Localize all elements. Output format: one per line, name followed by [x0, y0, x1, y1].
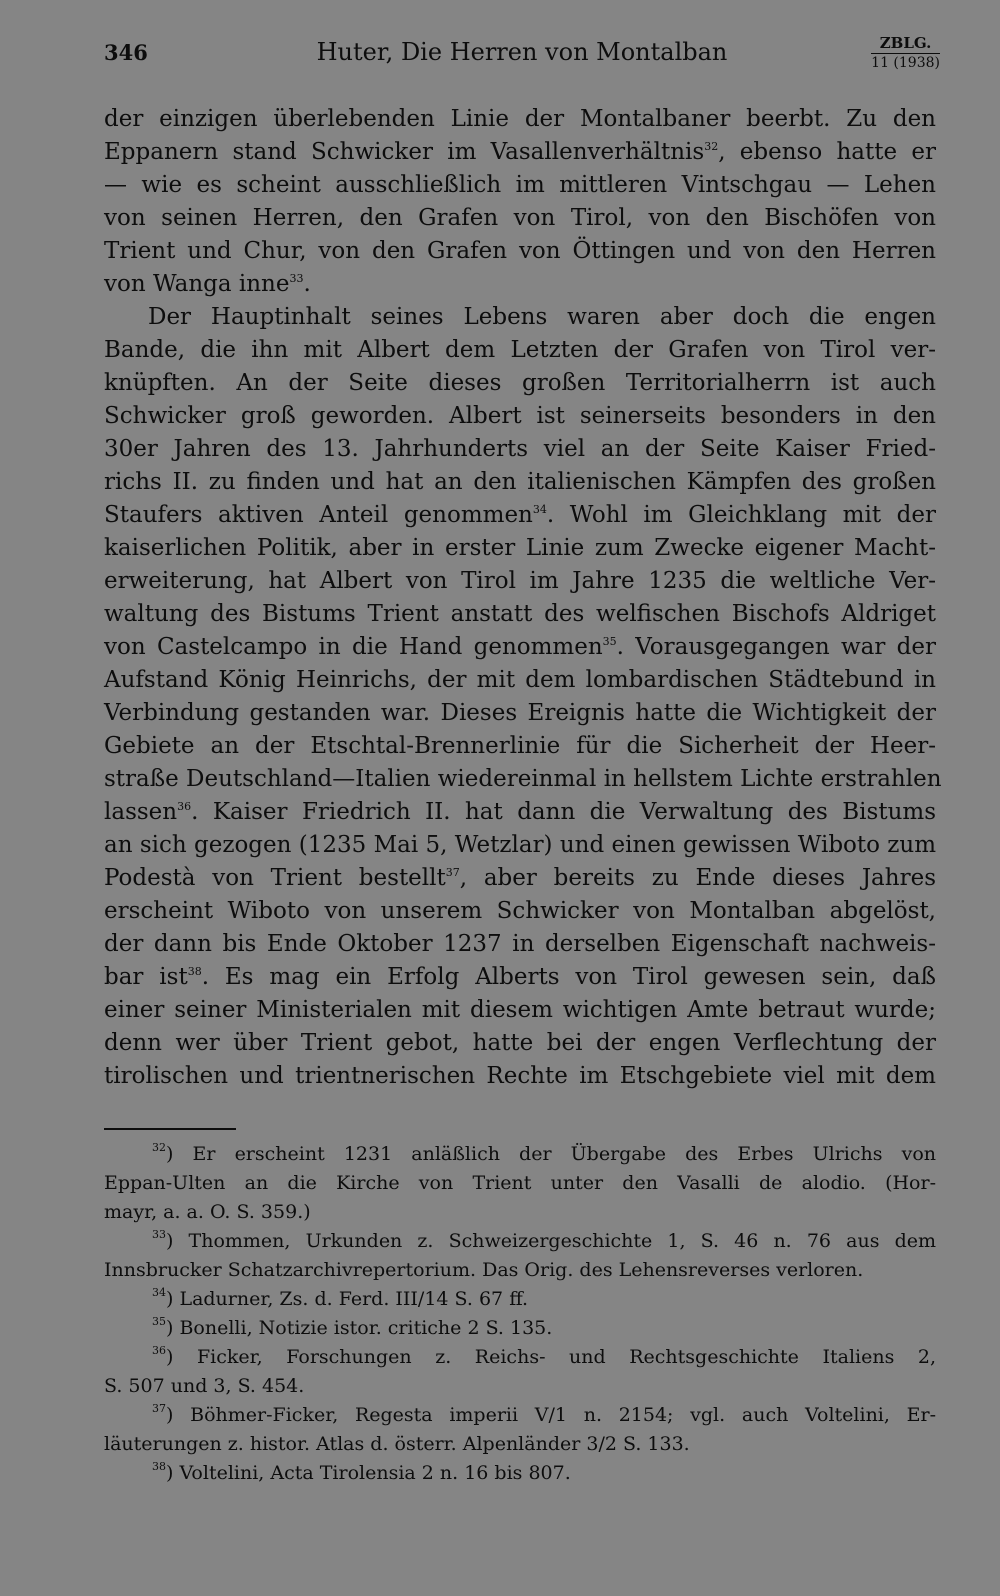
- body-line-text: Gebiete an der Etschtal-Brennerlinie für die Sicherheit der Heer-: [104, 733, 936, 759]
- footnote-text: Innsbrucker Schatzarchivrepertorium. Das Orig. des Lehensreverses verloren.: [104, 1259, 864, 1281]
- footnote-number: 34: [152, 1286, 166, 1299]
- body-line-text: von seinen Herren, den Grafen von Tirol, von den Bischöfen von: [104, 205, 936, 231]
- body-line: [104, 400, 936, 433]
- body-line-text: 30er Jahren des 13. Jahrhunderts viel an der Seite Kaiser Fried-: [104, 436, 936, 462]
- body-line: [104, 862, 936, 895]
- footnote-33: [104, 1227, 936, 1285]
- body-line: [104, 1060, 936, 1093]
- footnote-number: 33: [152, 1228, 166, 1241]
- footnote-ref[interactable]: 36: [177, 800, 192, 813]
- footnote-paren: ): [166, 1462, 180, 1484]
- footnote-text: Thommen, Urkunden z. Schweizergeschichte 1, S. 46 n. 76 aus dem: [188, 1230, 937, 1252]
- body-line-text: von Castelcampo in die Hand genommen: [104, 634, 603, 660]
- footnote-text: S. 507 und 3, S. 454.: [104, 1375, 305, 1397]
- footnote-line: [104, 1256, 936, 1285]
- body-line: [104, 829, 936, 862]
- body-line-text: waltung des Bistums Trient anstatt des welfischen Bischofs Aldriget: [104, 601, 936, 627]
- body-line-text: . Kaiser Friedrich II. hat dann die Verwaltung des Bistums: [191, 799, 936, 825]
- body-line-text: . Vorausgegangen war der: [616, 634, 936, 660]
- journal-reference: [871, 34, 940, 72]
- footnote-line: [104, 1140, 936, 1169]
- body-line-text: kaiserlichen Politik, aber in erster Linie zum Zwecke eigener Macht-: [104, 535, 936, 561]
- footnote-ref[interactable]: 32: [704, 140, 719, 153]
- footnote-ref[interactable]: 38: [187, 965, 202, 978]
- body-line: [104, 598, 936, 631]
- body-line: [104, 334, 936, 367]
- footnote-text: Böhmer-Ficker, Regesta imperii V/1 n. 2154; vgl. auch Voltelini, Er-: [190, 1404, 937, 1426]
- body-line: [104, 301, 936, 334]
- footnote-37: [104, 1401, 936, 1459]
- footnote-line: [104, 1198, 936, 1227]
- body-line-text: denn wer über Trient gebot, hatte bei der engen Verflechtung der: [104, 1030, 936, 1056]
- body-line: [104, 928, 936, 961]
- body-line-text: Aufstand König Heinrichs, der mit dem lombardischen Städtebund in: [104, 667, 936, 693]
- footnote-line: [104, 1459, 936, 1488]
- body-line-text: Schwicker groß geworden. Albert ist seinerseits besonders in den: [104, 403, 936, 429]
- footnote-text: Bonelli, Notizie istor. critiche 2 S. 135.: [179, 1317, 553, 1339]
- body-line: [104, 202, 936, 235]
- body-line-text: richs II. zu finden und hat an den italienischen Kämpfen des großen: [104, 469, 936, 495]
- footnote-number: 32: [152, 1141, 166, 1154]
- body-line-text: , aber bereits zu Ende dieses Jahres: [459, 865, 936, 891]
- footnote-38: [104, 1459, 936, 1488]
- page-number: 346: [104, 40, 148, 65]
- journal-volume: 11 (1938): [871, 55, 940, 71]
- body-line-text: der einzigen überlebenden Linie der Montalbaner beerbt. Zu den: [104, 106, 936, 132]
- body-line-text: Trient und Chur, von den Grafen von Öttingen und von den Herren: [104, 238, 936, 264]
- body-line: [104, 994, 936, 1027]
- body-line: [104, 499, 936, 532]
- body-line: [104, 1027, 936, 1060]
- body-line-text: lassen: [104, 799, 178, 825]
- footnote-number: 36: [152, 1344, 166, 1357]
- running-title: Huter, Die Herren von Montalban: [316, 38, 728, 66]
- footnote-paren: ): [166, 1230, 189, 1252]
- body-line: [104, 532, 936, 565]
- body-line: [104, 433, 936, 466]
- footnote-text: Ladurner, Zs. d. Ferd. III/14 S. 67 ff.: [179, 1288, 529, 1310]
- body-line: [104, 763, 942, 796]
- body-line: [104, 631, 936, 664]
- footnote-line: [104, 1430, 936, 1459]
- footnote-ref[interactable]: 35: [602, 635, 617, 648]
- body-line-text: Bande, die ihn mit Albert dem Letzten der Grafen von Tirol ver-: [104, 337, 936, 363]
- footnote-text: Ficker, Forschungen z. Reichs- und Rechtsgeschichte Italiens 2,: [196, 1346, 937, 1368]
- body-line-text: der dann bis Ende Oktober 1237 in derselben Eigenschaft nachweis-: [104, 931, 936, 957]
- body-line: [104, 895, 936, 928]
- body-line-text: bar ist: [104, 964, 188, 990]
- body-line-text: einer seiner Ministerialen mit diesem wichtigen Amte betraut wurde;: [104, 997, 936, 1023]
- body-line: [104, 961, 936, 994]
- body-line-text: Eppanern stand Schwicker im Vasallenverhältnis: [104, 139, 705, 165]
- body-line-text: . Wohl im Gleichklang mit der: [546, 502, 936, 528]
- body-line-text: Podestà von Trient bestellt: [104, 865, 446, 891]
- body-line-text: Verbindung gestanden war. Dieses Ereignis hatte die Wichtigkeit der: [104, 700, 936, 726]
- footnote-35: [104, 1314, 936, 1343]
- body-line-text: — wie es scheint ausschließlich im mittleren Vintschgau — Lehen: [104, 172, 936, 198]
- footnote-ref[interactable]: 37: [445, 866, 460, 879]
- body-line-text: von Wanga inne: [104, 271, 290, 297]
- footnote-paren: ): [166, 1143, 193, 1165]
- body-line-text: knüpften. An der Seite dieses großen Territorialherrn ist auch: [104, 370, 936, 396]
- footnote-32: [104, 1140, 936, 1227]
- body-line-text: erweiterung, hat Albert von Tirol im Jahre 1235 die weltliche Ver-: [104, 568, 936, 594]
- footnote-36: [104, 1343, 936, 1401]
- body-line-text: straße Deutschland—Italien wiedereinmal in hellstem Lichte erstrahlen: [104, 766, 942, 792]
- footnote-34: [104, 1285, 936, 1314]
- body-line: [104, 697, 936, 730]
- footnote-text: Eppan-Ulten an die Kirche von Trient unter den Vasalli de alodio. (Hor-: [104, 1172, 936, 1194]
- footnote-text: Er erscheint 1231 anläßlich der Übergabe des Erbes Ulrichs von: [192, 1143, 936, 1165]
- footnote-line: [104, 1314, 936, 1343]
- body-line-text: Der Hauptinhalt seines Lebens waren aber doch die engen: [148, 304, 936, 330]
- body-line: [104, 367, 936, 400]
- body-line-text: Staufers aktiven Anteil genommen: [104, 502, 533, 528]
- body-line-text: erscheint Wiboto von unserem Schwicker von Montalban abgelöst,: [104, 898, 936, 924]
- body-line: [104, 235, 936, 268]
- footnote-line: [104, 1401, 936, 1430]
- body-line: [104, 664, 936, 697]
- footnote-line: [104, 1343, 936, 1372]
- footnote-line: [104, 1285, 936, 1314]
- footnote-ref[interactable]: 34: [532, 503, 547, 516]
- page-header: [104, 34, 940, 78]
- footnote-text: mayr, a. a. O. S. 359.): [104, 1201, 311, 1223]
- body-line: [104, 565, 936, 598]
- footnote-line: [104, 1169, 936, 1198]
- body-text: [104, 103, 942, 1093]
- body-line: [104, 268, 936, 301]
- footnotes: [104, 1140, 936, 1488]
- footnote-paren: ): [166, 1404, 191, 1426]
- body-line-text: , ebenso hatte er: [718, 139, 936, 165]
- footnote-number: 35: [152, 1315, 166, 1328]
- body-line: [104, 136, 936, 169]
- footnote-paren: ): [166, 1346, 197, 1368]
- footnote-text: läuterungen z. histor. Atlas d. österr. Alpenländer 3/2 S. 133.: [104, 1433, 690, 1455]
- footnote-divider: [104, 1128, 236, 1130]
- footnote-ref[interactable]: 33: [289, 272, 304, 285]
- body-line: [104, 466, 936, 499]
- body-line: [104, 730, 936, 763]
- body-line-text: . Es mag ein Erfolg Alberts von Tirol gewesen sein, daß: [201, 964, 936, 990]
- footnote-line: [104, 1372, 936, 1401]
- footnote-number: 37: [152, 1402, 166, 1415]
- body-line: [104, 796, 936, 829]
- footnote-paren: ): [166, 1317, 180, 1339]
- footnote-number: 38: [152, 1460, 166, 1473]
- footnote-paren: ): [166, 1288, 180, 1310]
- body-line-text: an sich gezogen (1235 Mai 5, Wetzlar) und einen gewissen Wiboto zum: [104, 832, 937, 858]
- footnote-text: Voltelini, Acta Tirolensia 2 n. 16 bis 807.: [179, 1462, 571, 1484]
- body-line-text: tirolischen und trientnerischen Rechte im Etschgebiete viel mit dem: [104, 1063, 936, 1089]
- body-line: [104, 103, 936, 136]
- body-line: [104, 169, 936, 202]
- journal-abbreviation: ZBLG.: [871, 34, 940, 54]
- body-line-text: .: [303, 271, 311, 297]
- footnote-line: [104, 1227, 936, 1256]
